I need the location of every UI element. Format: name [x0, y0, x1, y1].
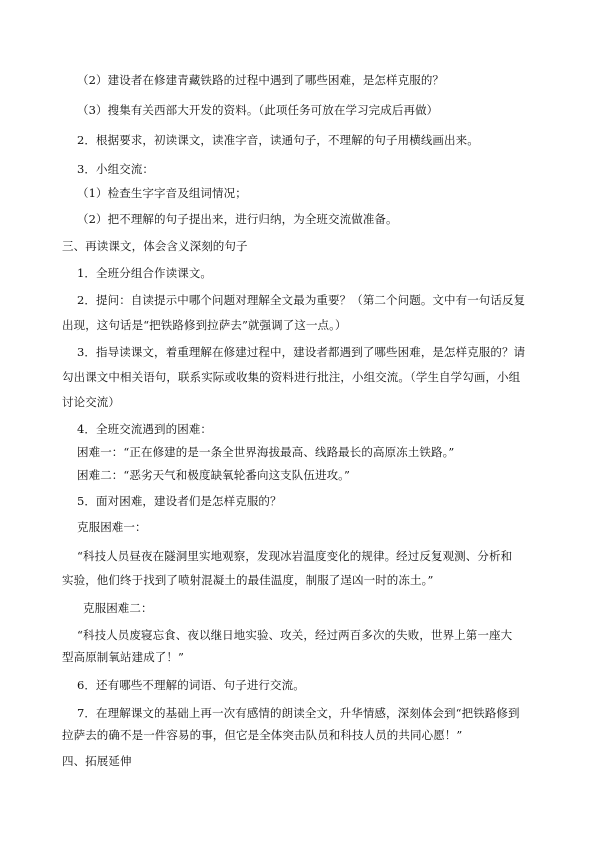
text-line: 困难一：“正在修建的是一条全世界海拔最高、线路最长的高原冻土铁路。” [77, 445, 455, 459]
quote-line: 型高原制氧站建成了！” [62, 650, 184, 664]
text-line: 克服困难一： [77, 520, 147, 534]
text-line: 5．面对困难，建设者们是怎样克服的？ [77, 494, 282, 508]
section-heading: 四、拓展延伸 [62, 754, 132, 768]
text-line: （3）搜集有关西部大开发的资料。（此项任务可放在学习完成后再做） [77, 103, 439, 117]
text-line: 出现，这句话是“把铁路修到拉萨去”就强调了这一点。） [62, 318, 347, 332]
text-line: 勾出课文中相关语句，联系实际或收集的资料进行批注，小组交流。（学生自学勾画，小组 [62, 370, 521, 384]
text-line: 拉萨去的确不是一件容易的事，但它是全体突击队员和科技人员的共同心愿！” [62, 728, 463, 742]
text-line: 2．提问：自读提示中哪个问题对理解全文最为重要？（第二个问题。文中有一句话反复 [77, 293, 526, 307]
quote-line: “科技人员废寝忘食、夜以继日地实验、攻关，经过两百多次的失败，世界上第一座大 [77, 628, 513, 642]
text-line: 6．还有哪些不理解的词语、句子进行交流。 [77, 678, 305, 692]
text-line: 3．指导读课文，着重理解在修建过程中，建设者都遇到了哪些困难，是怎样克服的？请 [77, 345, 526, 359]
text-line: 7．在理解课文的基础上再一次有感情的朗读全文，升华情感，深刻体会到“把铁路修到 [77, 706, 520, 720]
quote-line: 实验，他们终于找到了喷射混凝土的最佳温度，制服了逞凶一时的冻土。” [62, 573, 434, 587]
section-heading: 三、再读课文，体会含义深刻的句子 [62, 239, 248, 253]
text-line: 困难二：“恶劣天气和极度缺氧轮番向这支队伍进攻。” [77, 468, 351, 482]
text-line: 2．根据要求，初读课文，读准字音，读通句子，不理解的句子用横线画出来。 [77, 133, 479, 147]
text-line: 3．小组交流： [77, 162, 155, 176]
text-line: 讨论交流） [62, 395, 120, 409]
text-line: 4．全班交流遇到的困难： [77, 422, 213, 436]
text-line: （2）建设者在修建青藏铁路的过程中遇到了哪些困难，是怎样克服的？ [77, 73, 445, 87]
quote-line: “科技人员昼夜在隧洞里实地观察，发现冰岩温度变化的规律。经过反复观测、分析和 [77, 549, 513, 563]
text-line: （1）检查生字字音及组词情况； [77, 186, 247, 200]
text-line: （2）把不理解的句子提出来，进行归纳，为全班交流做准备。 [77, 212, 398, 226]
text-line: 1．全班分组合作读课文。 [77, 266, 213, 280]
text-line: 克服困难二： [83, 601, 153, 615]
